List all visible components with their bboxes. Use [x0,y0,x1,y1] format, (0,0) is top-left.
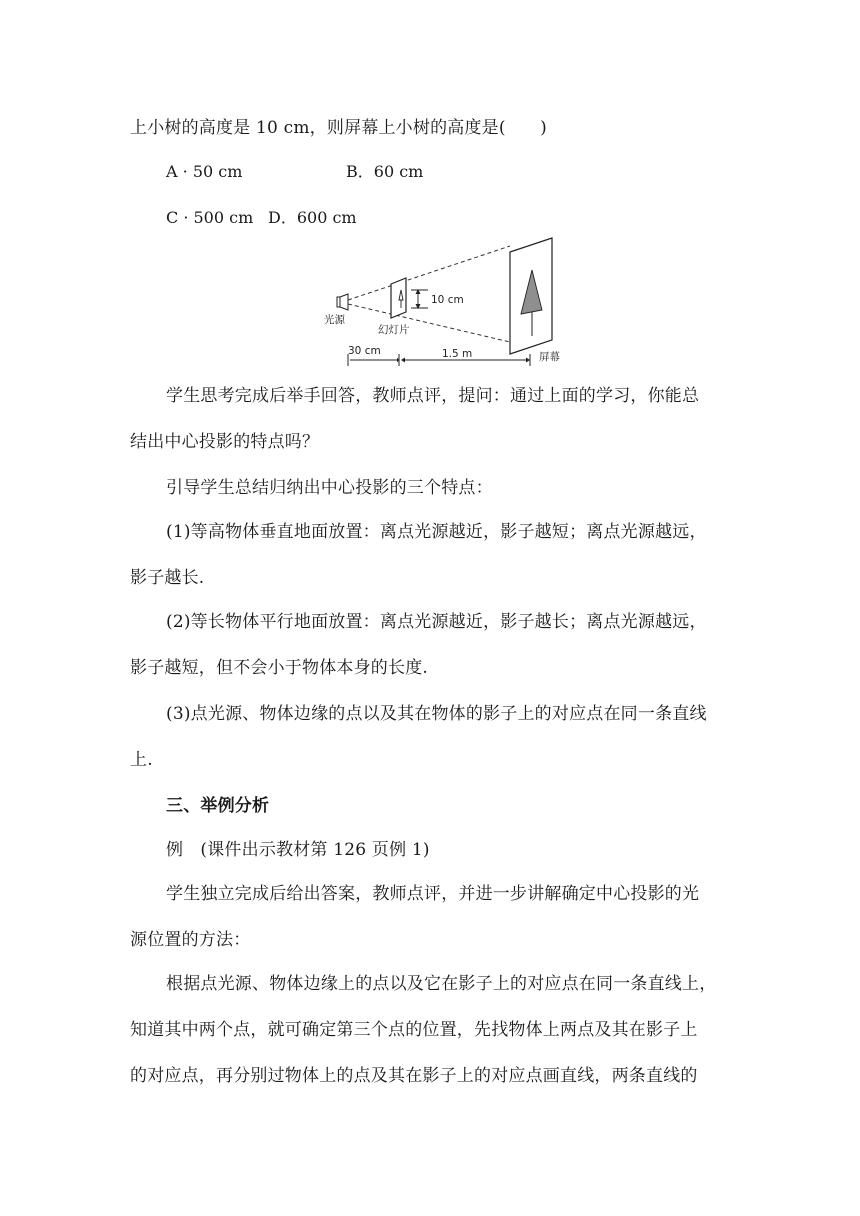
paragraph-line: (2)等长物体平行地面放置：离点光源越近，影子越长；离点光源越远， [166,612,707,632]
projection-line-bottom [348,304,510,342]
paragraph-line: 源位置的方法： [130,930,251,950]
paragraph-line: (1)等高物体垂直地面放置：离点光源越近，影子越短；离点光源越远， [166,522,707,542]
option-b: B．60 cm [346,162,424,181]
light-source-icon [337,294,348,310]
paragraph-line: 结出中心投影的特点吗？ [130,432,320,452]
screen-label: 屏幕 [539,351,560,363]
paragraph-line: 影子越长. [130,568,205,588]
projection-line-top [348,246,510,300]
question-stem: 上小树的高度是 10 cm，则屏幕上小树的高度是( ) [130,118,547,138]
example-line: 例 (课件出示教材第 126 页例 1) [166,840,430,860]
height-label: 10 cm [431,294,464,306]
option-a: A · 50 cm [166,162,243,181]
option-d: D．600 cm [268,208,357,227]
option-c: C · 500 cm [166,208,254,227]
height-arrow-icon [411,289,428,309]
paragraph-line: 引导学生总结归纳出中心投影的三个特点： [166,478,493,498]
paragraph-line: 知道其中两个点，就可确定第三个点的位置，先找物体上两点及其在影子上 [130,1020,698,1040]
paragraph-line: 学生独立完成后给出答案，教师点评，并进一步讲解确定中心投影的光 [166,884,700,904]
projection-diagram [320,232,580,368]
light-source-label: 光源 [324,314,345,326]
paragraph-line: 影子越短，但不会小于物体本身的长度. [130,658,429,678]
paragraph-line: 上. [130,750,153,770]
screen-shape [510,238,552,354]
slide-label: 幻灯片 [378,324,410,336]
paragraph-line: 学生思考完成后举手回答，教师点评，提问：通过上面的学习，你能总 [166,386,700,406]
distance-label-1: 30 cm [348,345,381,357]
paragraph-line: (3)点光源、物体边缘的点以及其在物体的影子上的对应点在同一条直线 [166,704,707,724]
paragraph-line: 的对应点，再分别过物体上的点及其在影子上的对应点画直线，两条直线的 [130,1066,698,1086]
section-heading: 三、举例分析 [166,796,270,816]
slide-shape [391,278,406,318]
paragraph-line: 根据点光源、物体边缘上的点以及它在影子上的对应点在同一条直线上， [166,974,717,994]
distance-label-2: 1.5 m [442,348,473,360]
